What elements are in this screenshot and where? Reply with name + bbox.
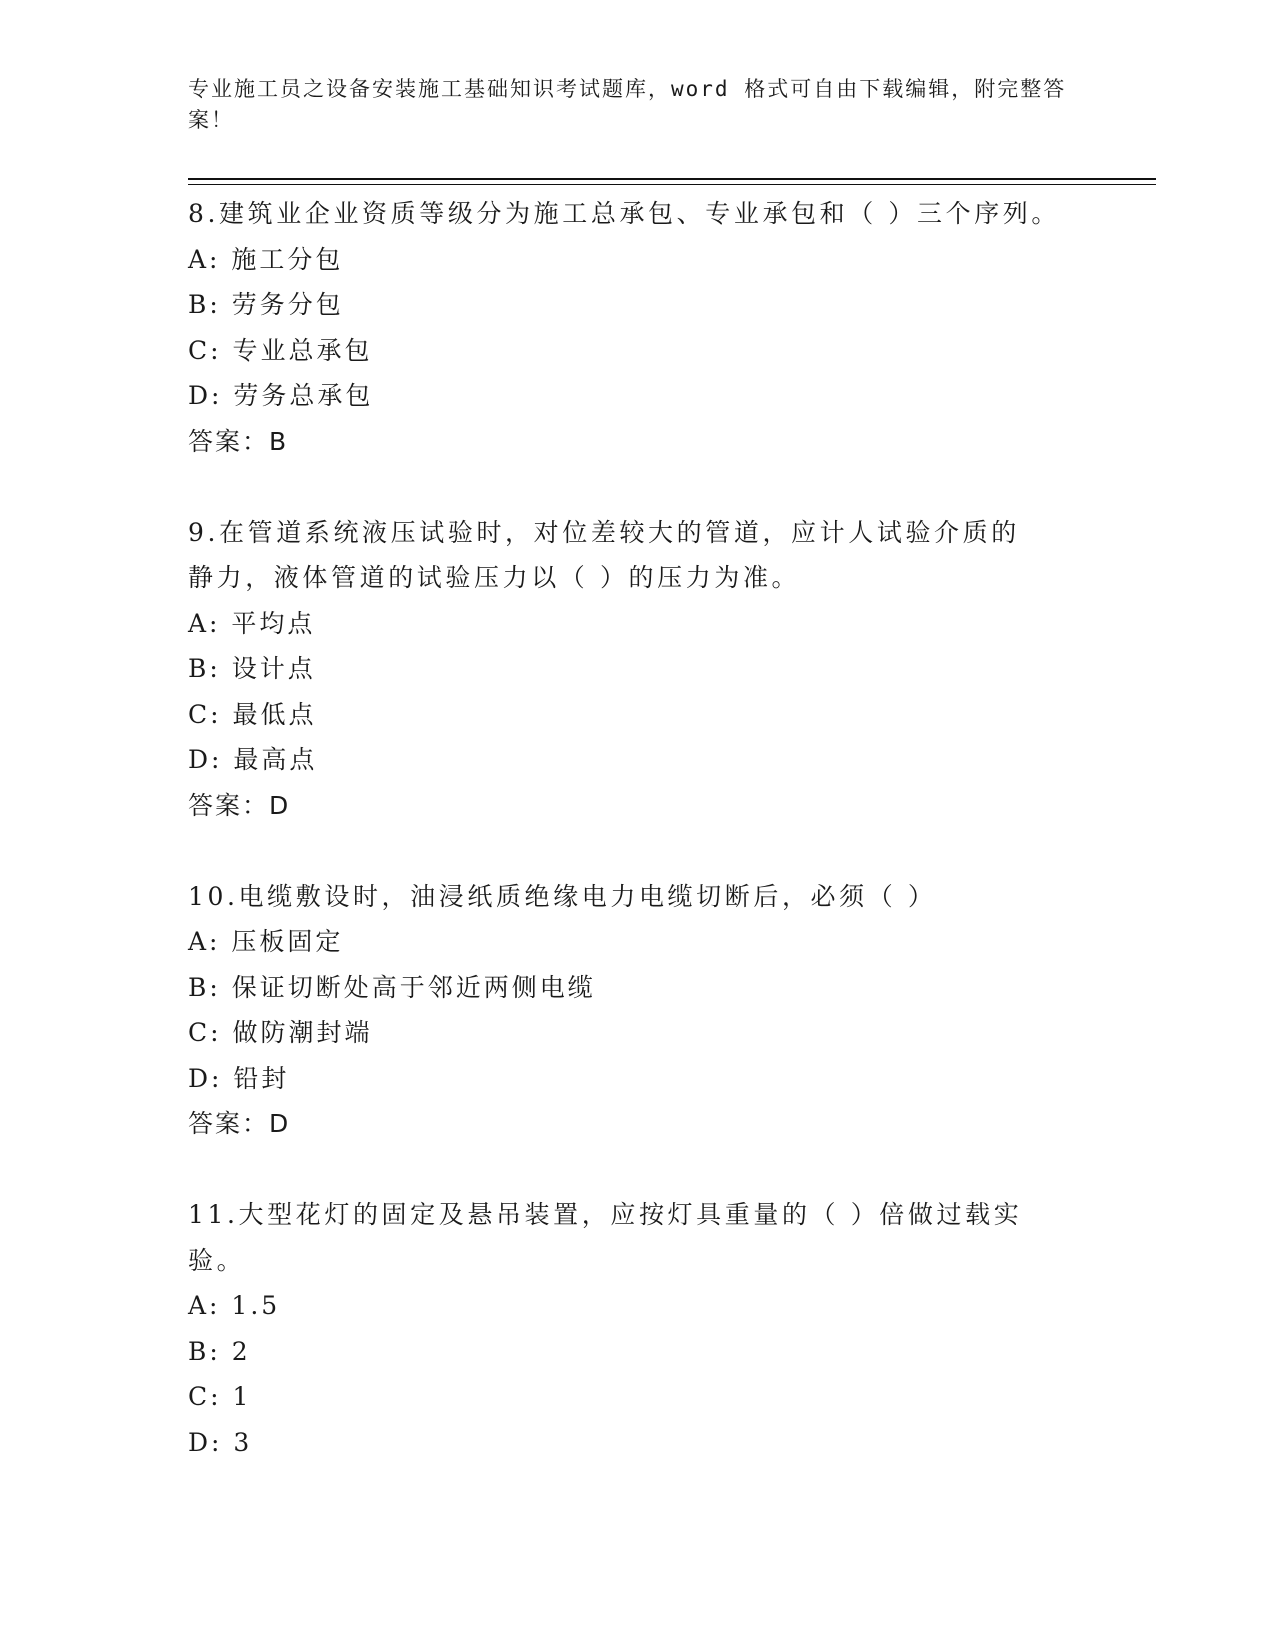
- document-header: 专业施工员之设备安装施工基础知识考试题库，word 格式可自由下载编辑，附完整答案！: [188, 77, 1067, 132]
- option-b: B: 保证切断处高于邻近两侧电缆: [188, 972, 596, 1002]
- question-stem: 10.电缆敷设时，油浸纸质绝缘电力电缆切断后，必须（ ）: [188, 881, 937, 911]
- option-b: B: 2: [188, 1336, 251, 1366]
- option-d: D: 最高点: [188, 745, 318, 774]
- header-divider-thin: [188, 184, 1156, 185]
- option-d: D: 3: [188, 1427, 253, 1457]
- answer-line: 答案：D: [188, 790, 291, 820]
- spacer: [188, 828, 1088, 874]
- option-b: B: 设计点: [188, 654, 316, 683]
- question-10: [188, 874, 1088, 1147]
- spacer: [188, 464, 1088, 510]
- option-c: C: 1: [188, 1382, 252, 1411]
- option-b: B: 劳务分包: [188, 290, 344, 319]
- question-stem: 9.在管道系统液压试验时，对位差较大的管道，应计人试验介质的静力，液体管道的试验压力以（ ）的压力为准。: [188, 517, 1020, 592]
- option-a: A: 施工分包: [188, 244, 344, 274]
- question-9: [188, 510, 1088, 829]
- option-c: C: 专业总承包: [188, 335, 373, 365]
- option-d: D: 铅封: [188, 1063, 290, 1093]
- header-divider-thick: [188, 178, 1156, 180]
- answer-line: 答案：D: [188, 1109, 291, 1138]
- option-a: A: 平均点: [188, 608, 316, 638]
- question-list: [188, 191, 1088, 1465]
- question-stem: 11.大型花灯的固定及悬吊装置，应按灯具重量的（ ）倍做过载实验。: [188, 1200, 1023, 1275]
- answer-line: 答案：B: [188, 426, 289, 456]
- option-d: D: 劳务总承包: [188, 381, 374, 410]
- option-c: C: 做防潮封端: [188, 1018, 373, 1047]
- question-8: [188, 191, 1088, 464]
- option-a: A: 压板固定: [188, 927, 344, 956]
- option-c: C: 最低点: [188, 699, 317, 729]
- question-stem: 8.建筑业企业资质等级分为施工总承包、专业承包和（ ）三个序列。: [188, 199, 1061, 228]
- option-a: A: 1.5: [188, 1291, 281, 1320]
- question-11: [188, 1192, 1088, 1465]
- spacer: [188, 1147, 1088, 1193]
